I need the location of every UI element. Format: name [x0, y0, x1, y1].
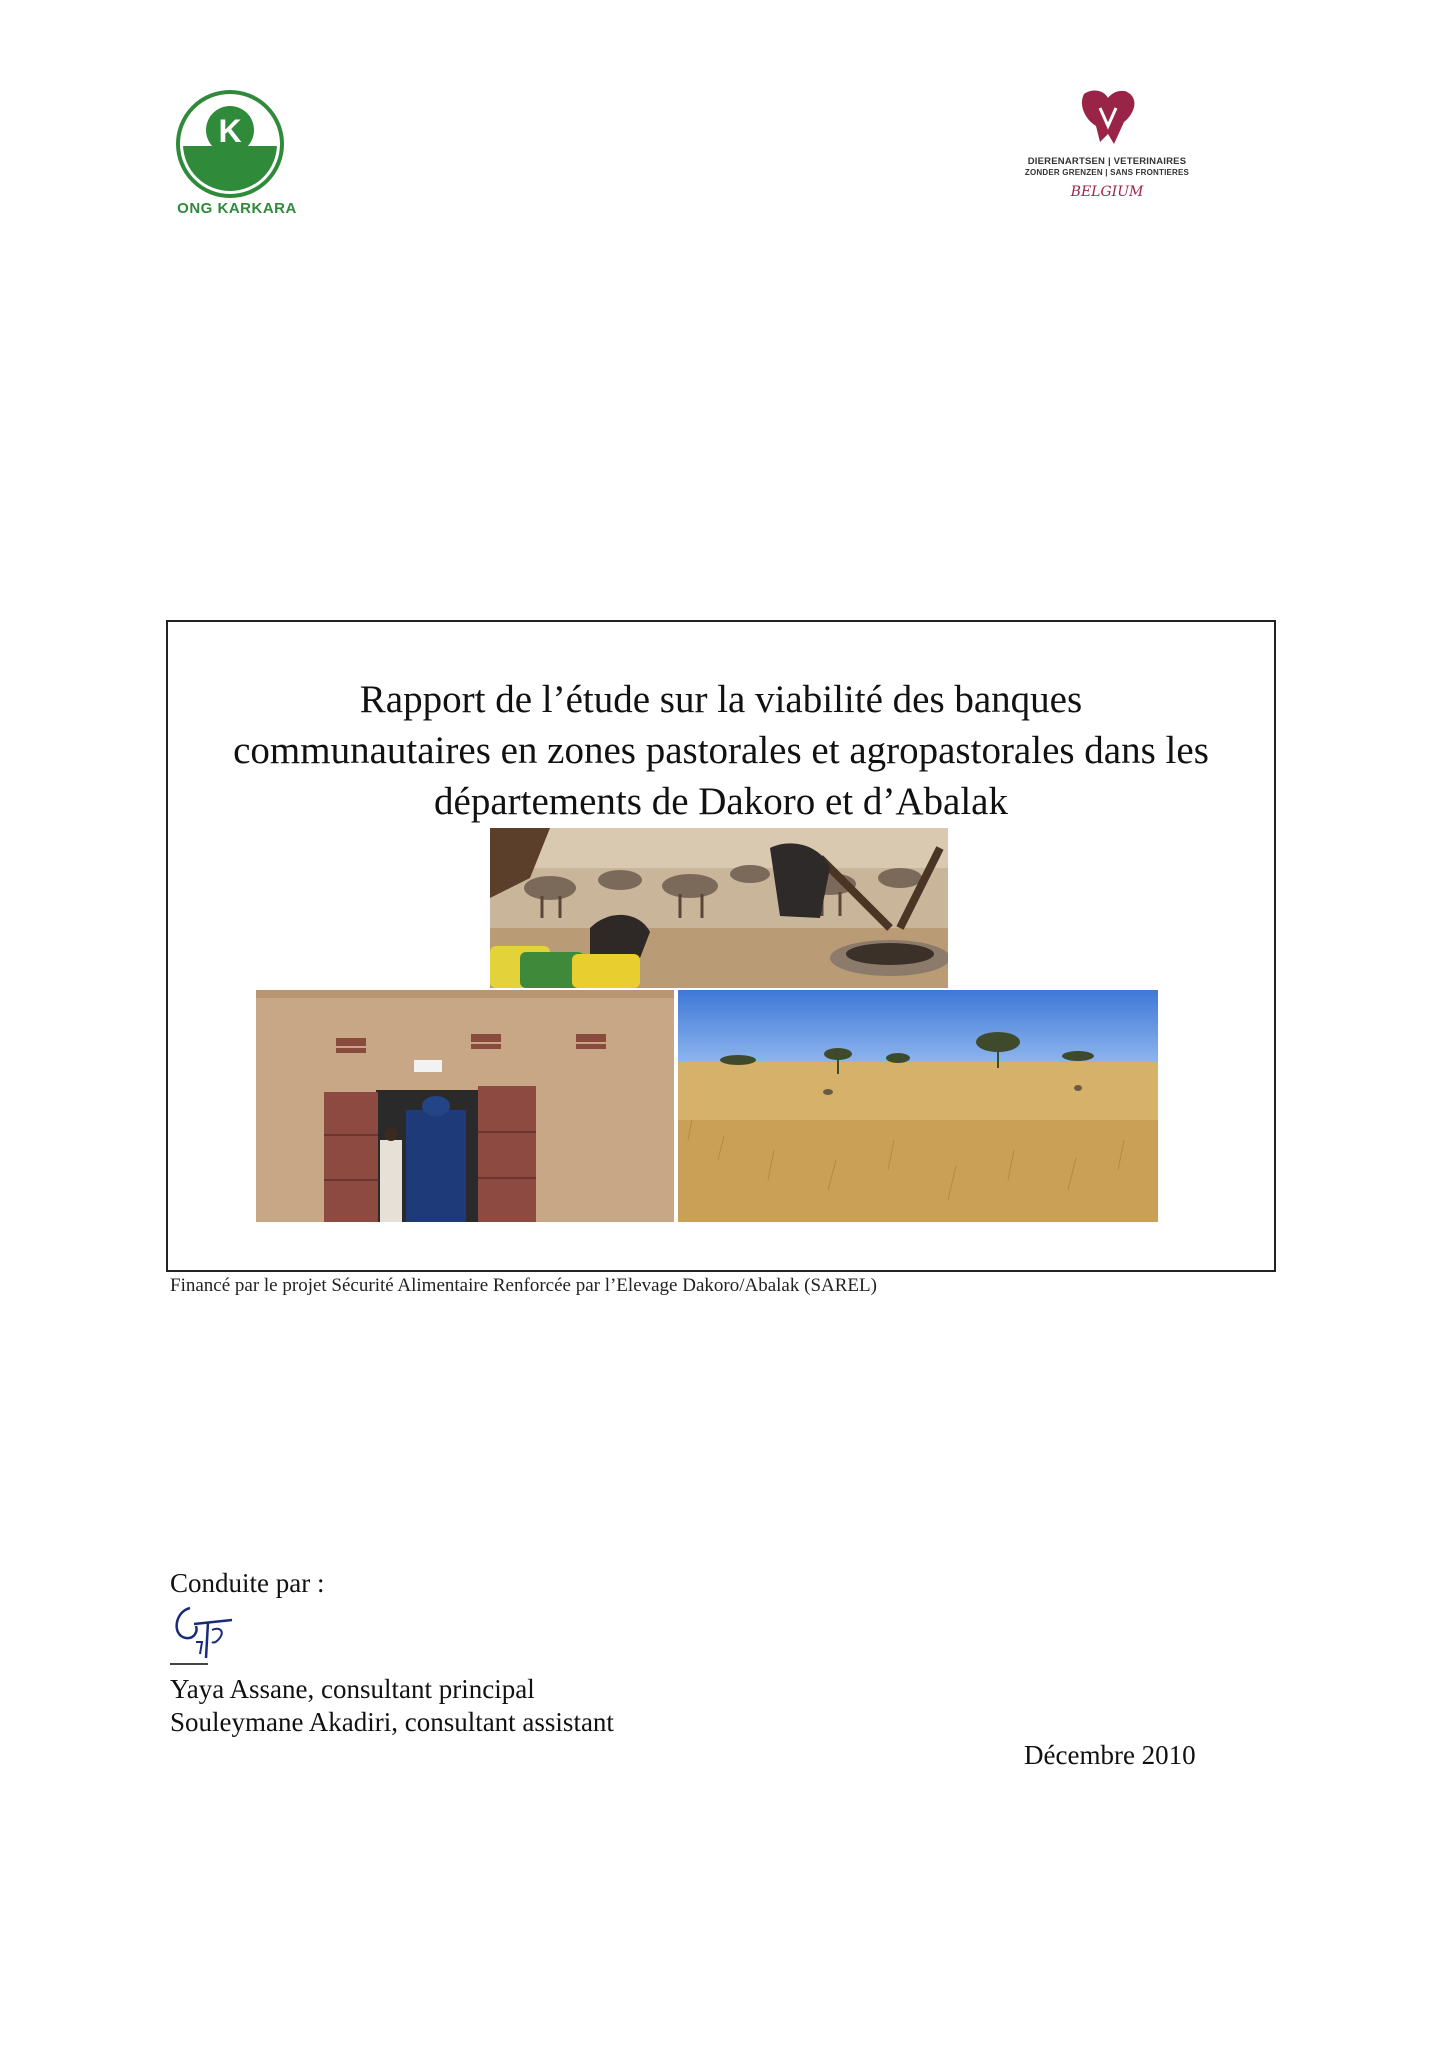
vsf-name-line-1: DIERENARTSEN | VETERINAIRES: [1027, 156, 1187, 167]
author-1: Yaya Assane, consultant principal: [170, 1674, 535, 1704]
conducted-by-label: Conduite par :: [170, 1568, 325, 1598]
community-bank-building-photo: [256, 990, 674, 1222]
signature-mark: [168, 1602, 240, 1668]
title-line-3: départements de Dakoro et d’Abalak: [434, 780, 1008, 823]
report-date: Décembre 2010: [1024, 1740, 1196, 1770]
vsf-belgium-logo: [1022, 86, 1192, 216]
title-line-2: communautaires en zones pastorales et agropastorales dans les: [233, 729, 1209, 772]
funding-note: Financé par le projet Sécurité Alimentaire Renforcée par l’Elevage Dakoro/Abalak (SAREL): [170, 1275, 877, 1296]
ong-karkara-logo: [172, 88, 302, 224]
pastoral-grassland-photo: [678, 990, 1158, 1222]
vsf-name-line-2: ZONDER GRENZEN | SANS FRONTIERES: [1024, 168, 1190, 177]
karkara-emblem-icon: [172, 88, 302, 198]
title-line-1: Rapport de l’étude sur la viabilité des banques: [359, 678, 1083, 721]
title-frame: [166, 620, 1276, 1272]
svg-text:K: K: [218, 113, 242, 149]
well-and-livestock-photo: [490, 828, 948, 988]
karkara-caption: ONG KARKARA: [177, 200, 297, 217]
report-title: [168, 674, 1274, 827]
vsf-animal-emblem-icon: [1022, 86, 1192, 152]
author-2: Souleymane Akadiri, consultant assistant: [170, 1707, 614, 1737]
vsf-country: BELGIUM: [1070, 184, 1144, 200]
